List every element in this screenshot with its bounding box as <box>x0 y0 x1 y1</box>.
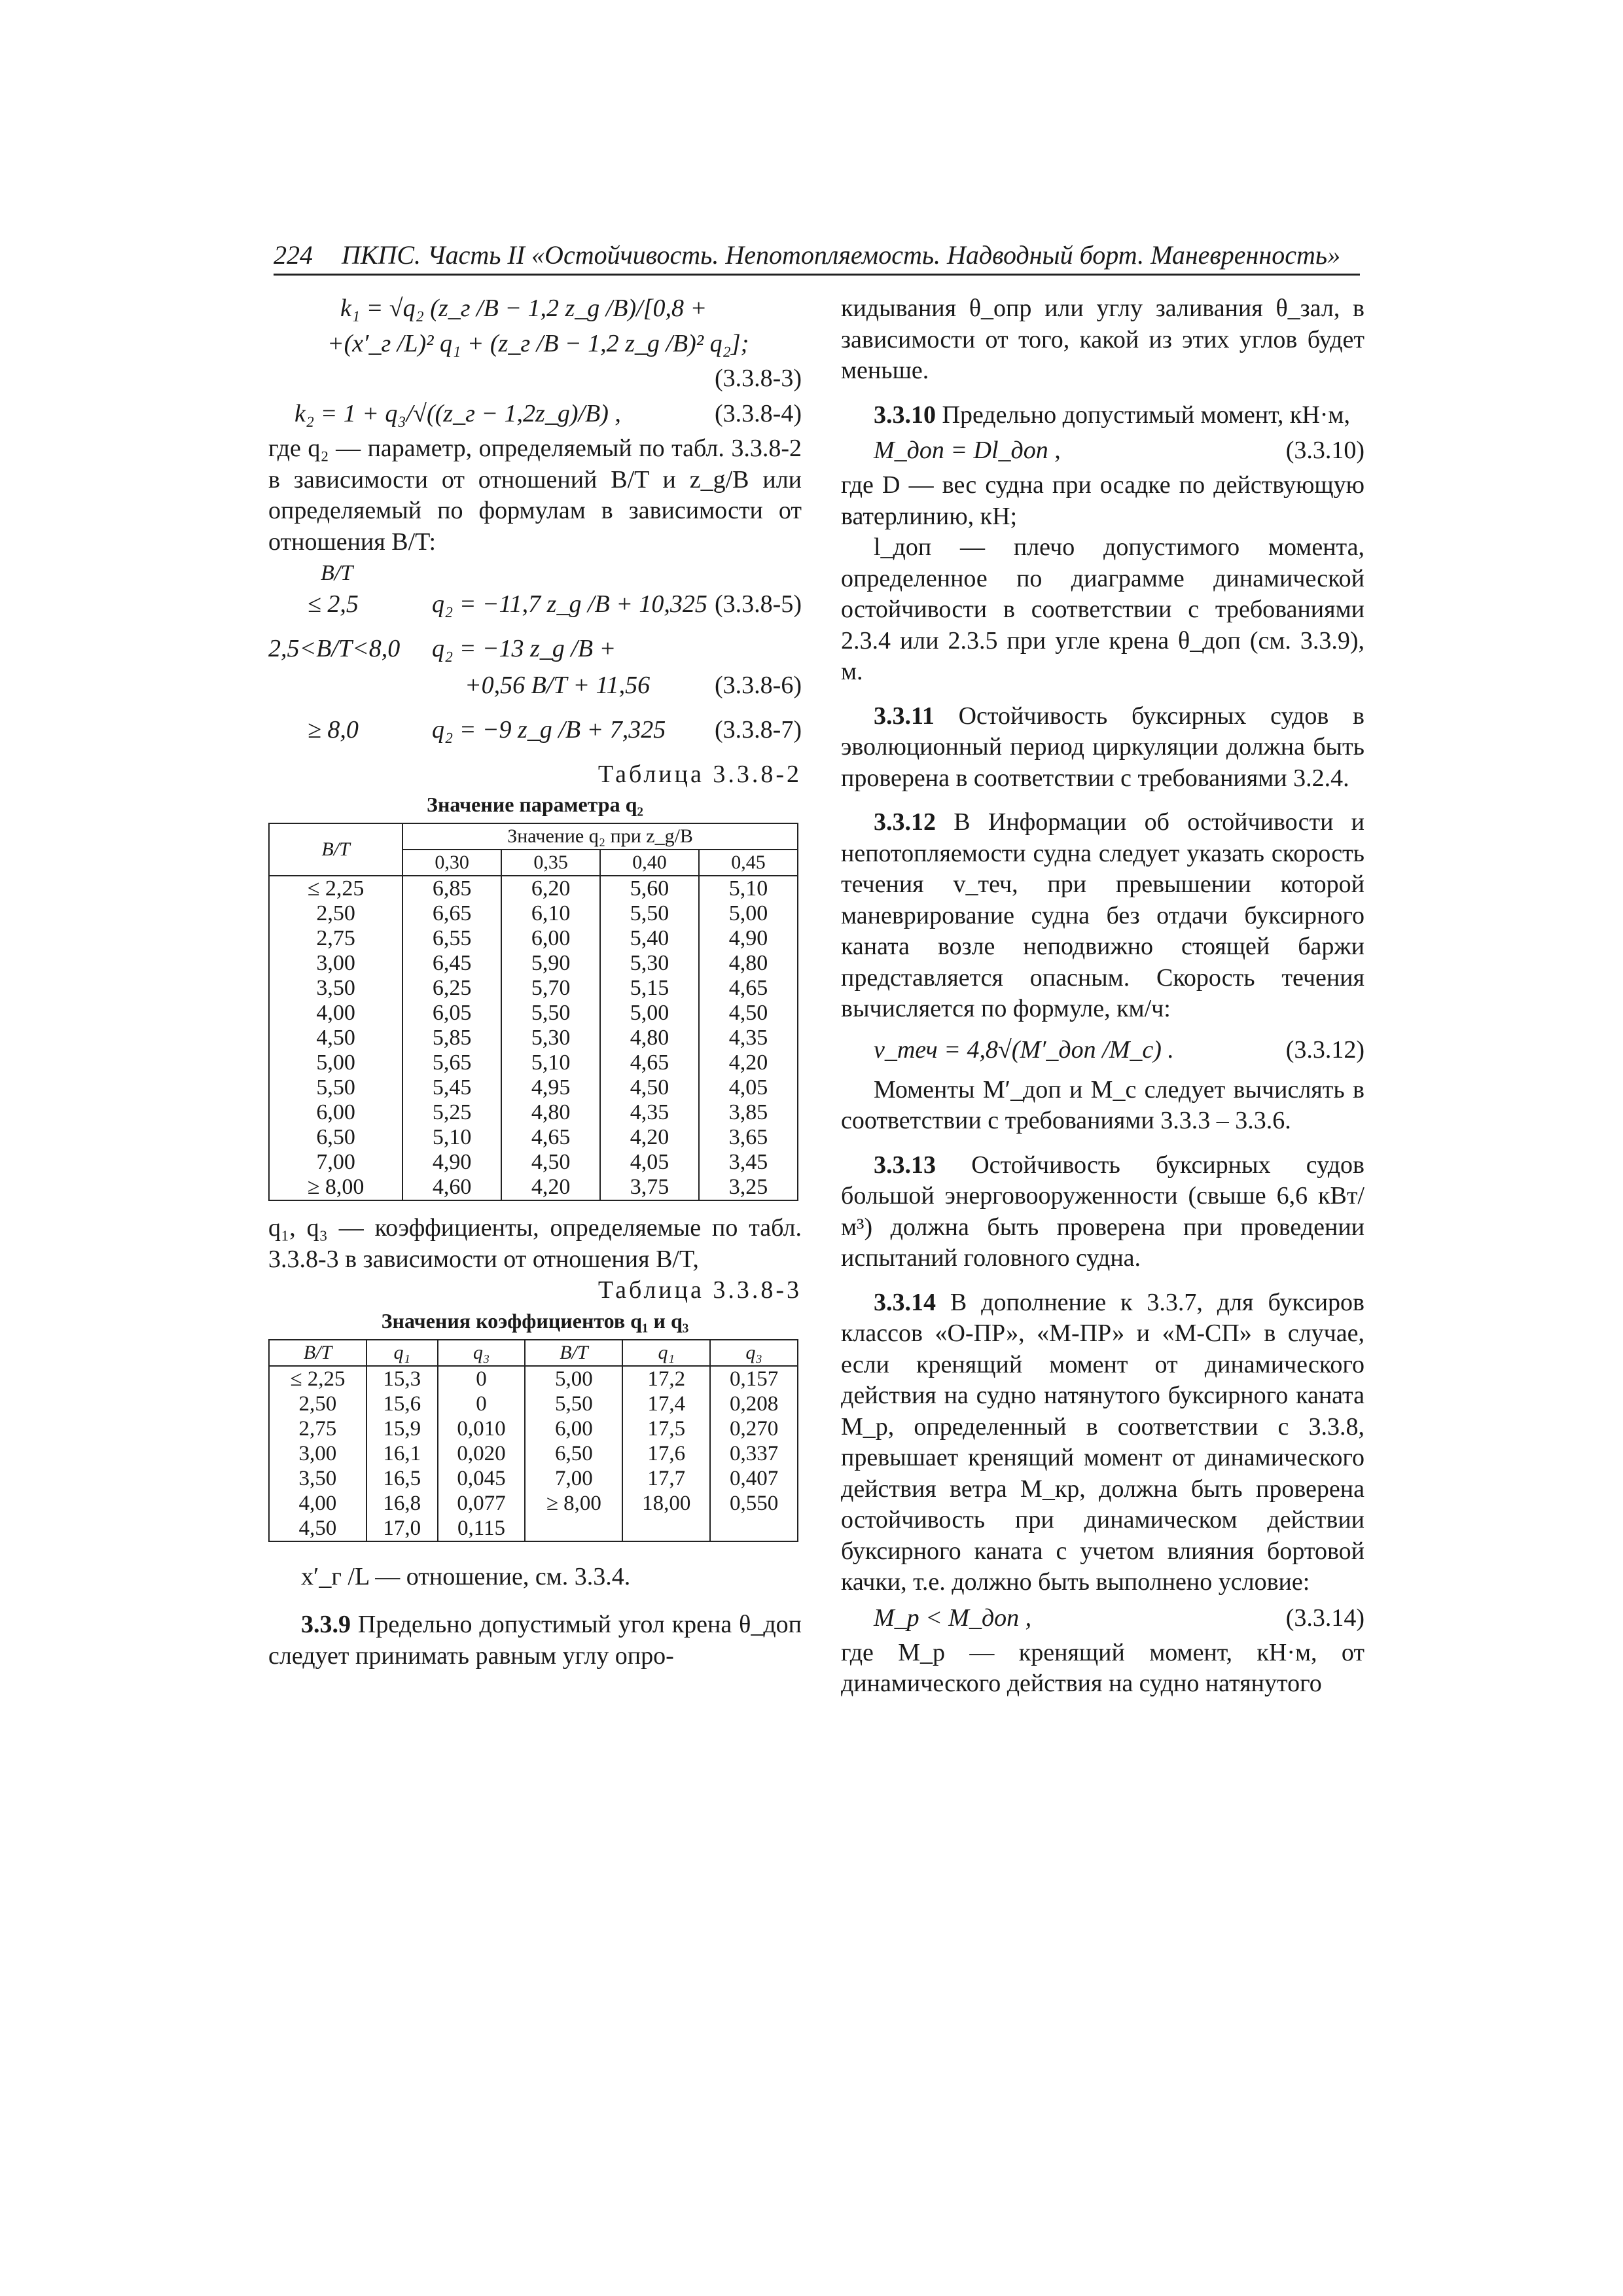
section-3-3-10 <box>841 400 1364 431</box>
table-cell: 5,90 <box>501 951 600 976</box>
table-cell: 3,50 <box>269 1466 366 1491</box>
column-header: 0,45 <box>699 850 798 876</box>
condition-row <box>268 634 802 670</box>
section-3-3-12 <box>841 807 1364 1025</box>
condition-range: ≥ 8,0 <box>308 715 359 744</box>
table-row <box>269 976 798 1001</box>
column-header: 0,35 <box>501 850 600 876</box>
table-cell: 4,50 <box>269 1516 366 1541</box>
table-cell: 4,05 <box>699 1075 798 1100</box>
table-cell: 4,50 <box>699 1001 798 1026</box>
table-row <box>269 1516 798 1541</box>
table-caption: Таблица 3.3.8-3 <box>597 1276 802 1304</box>
condition-range: ≤ 2,5 <box>308 590 359 618</box>
where-mr-paragraph: где M_р — кренящий момент, кН·м, от динамического действия на судно натянутого <box>841 1638 1364 1697</box>
table-cell: 5,50 <box>600 901 699 926</box>
table-cell: 4,90 <box>699 926 798 951</box>
table-cell: 4,90 <box>402 1150 501 1175</box>
table-cell: 4,65 <box>600 1050 699 1075</box>
table-cell: 4,35 <box>600 1100 699 1125</box>
column-group-header: Значение q₂ при z_g/B <box>402 823 798 850</box>
continued-paragraph: кидывания θ_опр или углу заливания θ_зал, в зависимости от того, какой из этих углов будет меньше. <box>841 295 1364 384</box>
table-cell: 17,5 <box>622 1416 710 1441</box>
table-cell: 17,6 <box>622 1441 710 1466</box>
section-3-3-14 <box>841 1287 1364 1598</box>
table-cell: 4,65 <box>699 976 798 1001</box>
table-cell: 0,270 <box>710 1416 798 1441</box>
table-cell: 4,20 <box>600 1125 699 1150</box>
table-row <box>269 926 798 951</box>
table-cell: 4,80 <box>699 951 798 976</box>
table-cell: 0 <box>438 1366 526 1391</box>
table-cell: 5,60 <box>600 876 699 901</box>
table-cell: 0,550 <box>710 1491 798 1516</box>
equation-number: (3.3.8-3) <box>715 365 802 392</box>
condition-row <box>268 589 802 634</box>
equation-number: (3.3.8-5) <box>715 590 802 618</box>
table-cell: 6,25 <box>402 976 501 1001</box>
table-cell: 15,9 <box>366 1416 438 1441</box>
table-row <box>269 901 798 926</box>
equation-number: (3.3.8-7) <box>715 715 802 744</box>
table-cell: 0,045 <box>438 1466 526 1491</box>
table-cell: 6,55 <box>402 926 501 951</box>
formula-3-3-14 <box>841 1598 1364 1638</box>
table-cell: ≥ 8,00 <box>525 1491 622 1516</box>
table-cell: 5,00 <box>600 1001 699 1026</box>
table-body <box>269 1366 798 1541</box>
table-cell <box>622 1516 710 1541</box>
table-cell: 2,50 <box>269 901 402 926</box>
table-row <box>269 1001 798 1026</box>
table-cell: 6,45 <box>402 951 501 976</box>
table-cell <box>710 1516 798 1541</box>
table-cell: 3,00 <box>269 951 402 976</box>
table-row <box>269 1491 798 1516</box>
section-text: В Информации об остойчивости и непотопляемости судна следует указать скорость течения v_теч, при превышении которой маневрирование судна без отдачи буксирного каната возле неподвижно стоящей баржи представляется опасным. Скорость течения вычисляется по формуле, км/ч: <box>841 808 1365 1022</box>
table-cell: 0,020 <box>438 1441 526 1466</box>
table-cell: 6,00 <box>269 1100 402 1125</box>
table-cell: 6,50 <box>269 1125 402 1150</box>
table-cell: 6,05 <box>402 1001 501 1026</box>
table-cell: 0,010 <box>438 1416 526 1441</box>
table-cell: 17,7 <box>622 1466 710 1491</box>
table-cell: 5,30 <box>600 951 699 976</box>
table-cell: 4,95 <box>501 1075 600 1100</box>
where-l-paragraph: l_доп — плечо допустимого момента, определенное по диаграмме динамической остойчивости в соответствии с требованиями 2.3.4 или 2.3.5 при угле крена θ_доп (см. 3.3.9), м. <box>841 533 1364 685</box>
table-cell: 0,157 <box>710 1366 798 1391</box>
table-cell: 3,00 <box>269 1441 366 1466</box>
section-text: Остойчивость буксирных судов в эволюционный период циркуляции должна быть проверена в соответствии с требованиями 3.2.4. <box>841 702 1364 792</box>
column-header: B/T <box>525 1340 622 1366</box>
table-cell: 2,75 <box>269 1416 366 1441</box>
table-cell: 7,00 <box>525 1466 622 1491</box>
table-row <box>269 1050 798 1075</box>
table-cell: 5,10 <box>699 876 798 901</box>
table-cell: 16,8 <box>366 1491 438 1516</box>
table-cell: 5,00 <box>699 901 798 926</box>
table-row <box>269 876 798 901</box>
table-cell: 0,407 <box>710 1466 798 1491</box>
formula-k1-number <box>268 363 802 394</box>
table-row <box>269 1100 798 1125</box>
formula-3-3-10 <box>841 431 1364 470</box>
running-title: ПКПС. Часть II «Остойчивость. Непотопляемость. Надводный борт. Маневренность» <box>342 240 1341 270</box>
table-cell: 5,10 <box>402 1125 501 1150</box>
table-cell: 2,50 <box>269 1391 366 1416</box>
table-cell: 6,85 <box>402 876 501 901</box>
equation-number: (3.3.12) <box>1285 1035 1364 1064</box>
column-header: q₁ <box>622 1340 710 1366</box>
table-row <box>269 1150 798 1175</box>
section-number: 3.3.14 <box>874 1288 936 1316</box>
table-cell: 17,0 <box>366 1516 438 1541</box>
column-header: 0,30 <box>402 850 501 876</box>
table-cell: 0 <box>438 1391 526 1416</box>
equation-number: (3.3.14) <box>1285 1604 1364 1632</box>
table-title: Значения коэффициентов q₁ и q₃ <box>381 1308 689 1333</box>
table-row <box>269 1391 798 1416</box>
table-cell: 5,50 <box>525 1391 622 1416</box>
left-column <box>268 293 802 1672</box>
table-row <box>269 1416 798 1441</box>
table-cell: 5,40 <box>600 926 699 951</box>
table-cell: 3,65 <box>699 1125 798 1150</box>
condition-formula: +0,56 B/T + 11,56 <box>465 671 651 699</box>
table-cell: 6,65 <box>402 901 501 926</box>
table-cell: 6,00 <box>501 926 600 951</box>
table-cell: 3,85 <box>699 1100 798 1125</box>
table-cell: 6,00 <box>525 1416 622 1441</box>
section-3-3-9 <box>268 1609 802 1672</box>
table-cell: ≤ 2,25 <box>269 876 402 901</box>
table-cell: 4,65 <box>501 1125 600 1150</box>
table-cell: 6,20 <box>501 876 600 901</box>
table-body <box>269 876 798 1200</box>
table-cell: 5,30 <box>501 1026 600 1050</box>
table-cell: 0,337 <box>710 1441 798 1466</box>
section-3-3-13 <box>841 1150 1364 1274</box>
table-row <box>269 1075 798 1100</box>
table-cell: 16,1 <box>366 1441 438 1466</box>
equation-number: (3.3.10) <box>1285 437 1364 464</box>
table-row <box>269 1175 798 1200</box>
section-number: 3.3.10 <box>874 401 936 429</box>
table-cell: 5,00 <box>269 1050 402 1075</box>
column-header: q₁ <box>366 1340 438 1366</box>
table-cell: 4,80 <box>501 1100 600 1125</box>
table-cell: 15,6 <box>366 1391 438 1416</box>
column-header: B/T <box>269 1340 366 1366</box>
table-cell: 5,70 <box>501 976 600 1001</box>
equation-number: (3.3.8-6) <box>715 671 802 699</box>
section-number: 3.3.13 <box>874 1151 936 1179</box>
table-row <box>269 1366 798 1391</box>
xr-ratio-note: x′_г /L — отношение, см. 3.3.4. <box>301 1562 631 1590</box>
table-q1-q3 <box>268 1339 798 1542</box>
section-text: В дополнение к 3.3.7, для буксиров классов «О-ПР», «М-ПР» и «М-СП» в случае, если кренящий момент от динамического действия на судно натянутого буксирного каната M_р, определенный в соответствии с 3.3.8, превышает кренящий момент от динамического действия ветра M_кр, должна быть проверена остойчивость при динамическом действии буксирного каната с учетом влияния бортовой качки, т.е. должно быть выполнено условие: <box>841 1288 1364 1596</box>
table-title: Значение параметра q₂ <box>427 793 643 816</box>
table-cell: 0,115 <box>438 1516 526 1541</box>
table-cell: 5,85 <box>402 1026 501 1050</box>
page-header <box>274 237 1360 276</box>
table-cell: 5,10 <box>501 1050 600 1075</box>
table-cell: 5,00 <box>525 1366 622 1391</box>
table-cell: 5,65 <box>402 1050 501 1075</box>
table-cell: 15,3 <box>366 1366 438 1391</box>
section-text: Предельно допустимый момент, кН·м, <box>942 401 1350 429</box>
formula-text: v_теч = 4,8√(M′_доп /M_c) . <box>874 1035 1174 1064</box>
table-cell: 4,35 <box>699 1026 798 1050</box>
table-cell: 4,00 <box>269 1491 366 1516</box>
table-row <box>269 951 798 976</box>
formula-3-3-12 <box>841 1025 1364 1075</box>
table-cell: 6,10 <box>501 901 600 926</box>
table-cell: 16,5 <box>366 1466 438 1491</box>
table-cell: 3,75 <box>600 1175 699 1200</box>
section-text: Предельно допустимый угол крена θ_доп следует принимать равным углу опро- <box>268 1611 802 1670</box>
formula-text: M_р < M_доп , <box>874 1604 1032 1632</box>
table-cell: 3,25 <box>699 1175 798 1200</box>
table-cell: ≤ 2,25 <box>269 1366 366 1391</box>
q1-q3-paragraph: q₁, q₃ — коэффициенты, определяемые по табл. 3.3.8-3 в зависимости от отношения B/T, <box>268 1214 802 1273</box>
table-cell: 17,2 <box>622 1366 710 1391</box>
condition-formula: q₂ = −13 z_g /B + <box>432 634 616 662</box>
table-row <box>269 1441 798 1466</box>
where-d-paragraph: где D — вес судна при осадке по действующую ватерлинию, кН; <box>841 471 1364 530</box>
formula-k1-line1: k₁ = √q₂ (z_г /B − 1,2 z_g /B)/[0,8 + <box>340 295 707 322</box>
section-number: 3.3.11 <box>874 702 935 730</box>
section-number: 3.3.12 <box>874 808 936 836</box>
table-row <box>269 1466 798 1491</box>
table-cell: 4,50 <box>501 1150 600 1175</box>
condition-formula: q₂ = −9 z_g /B + 7,325 <box>432 715 666 744</box>
table-cell: 3,45 <box>699 1150 798 1175</box>
right-column <box>841 293 1364 1700</box>
column-header: q₃ <box>710 1340 798 1366</box>
table-cell: 18,00 <box>622 1491 710 1516</box>
formula-k2 <box>268 394 802 433</box>
table-row <box>269 1125 798 1150</box>
table-cell: 5,50 <box>269 1075 402 1100</box>
formula-text: M_доп = Dl_доп , <box>874 437 1061 464</box>
condition-row <box>268 670 802 715</box>
table-cell: 3,50 <box>269 976 402 1001</box>
column-header: q₃ <box>438 1340 526 1366</box>
table-cell: 5,25 <box>402 1100 501 1125</box>
table-row <box>269 1026 798 1050</box>
table-cell: ≥ 8,00 <box>269 1175 402 1200</box>
formula-k2-text: k₂ = 1 + q₃/√((z_г − 1,2z_g)/B) , <box>294 400 621 427</box>
table-cell: 4,00 <box>269 1001 402 1026</box>
moments-paragraph: Моменты M′_доп и M_c следует вычислять в соответствии с требованиями 3.3.3 – 3.3.6. <box>841 1075 1364 1134</box>
table-cell: 0,077 <box>438 1491 526 1516</box>
condition-row <box>268 715 802 759</box>
table-cell <box>525 1516 622 1541</box>
column-header: B/T <box>269 823 402 876</box>
table-cell: 2,75 <box>269 926 402 951</box>
table-cell: 5,15 <box>600 976 699 1001</box>
condition-range: 2,5<B/T<8,0 <box>268 634 401 662</box>
formula-k1-line2: +(x′_г /L)² q₁ + (z_г /B − 1,2 z_g /B)² q₂]; <box>327 330 749 357</box>
section-number: 3.3.9 <box>301 1611 351 1638</box>
table-cell: 4,80 <box>600 1026 699 1050</box>
table-cell: 4,20 <box>699 1050 798 1075</box>
condition-formula: q₂ = −11,7 z_g /B + 10,325 <box>432 590 707 618</box>
table-cell: 4,50 <box>600 1075 699 1100</box>
table-cell: 4,05 <box>600 1150 699 1175</box>
column-header: 0,40 <box>600 850 699 876</box>
table-cell: 4,60 <box>402 1175 501 1200</box>
table-q2 <box>268 823 798 1201</box>
table-cell: 6,50 <box>525 1441 622 1466</box>
table-cell: 4,50 <box>269 1026 402 1050</box>
where-q2-paragraph: где q₂ — параметр, определяемый по табл. 3.3.8-2 в зависимости от отношений B/T и z_g/B или определяемый по формулам в зависимости от отношения B/T: <box>268 435 802 556</box>
table-cell: 5,45 <box>402 1075 501 1100</box>
section-text: Остойчивость буксирных судов большой энерговооруженности (свыше 6,6 кВт/м³) должна быть проверена при проведении испытаний головного судна. <box>841 1151 1364 1272</box>
section-3-3-11 <box>841 701 1364 795</box>
table-cell: 0,208 <box>710 1391 798 1416</box>
table-cell: 17,4 <box>622 1391 710 1416</box>
equation-number: (3.3.8-4) <box>715 400 802 427</box>
table-cell: 5,50 <box>501 1001 600 1026</box>
table-cell: 7,00 <box>269 1150 402 1175</box>
condition-header: B/T <box>321 561 353 585</box>
table-cell: 4,20 <box>501 1175 600 1200</box>
page-number: 224 <box>274 240 313 270</box>
table-caption: Таблица 3.3.8-2 <box>597 760 802 788</box>
